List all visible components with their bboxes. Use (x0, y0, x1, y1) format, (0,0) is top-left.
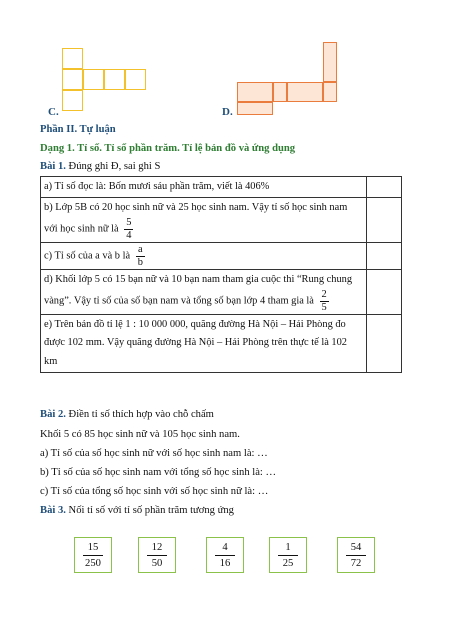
net-square (62, 90, 83, 111)
fraction-num: 54 (350, 541, 362, 553)
bai1-instruction: Đúng ghi Đ, sai ghi S (65, 161, 161, 172)
option-d-label: D. (222, 106, 233, 118)
bai2-label: Bài 2. (40, 409, 66, 420)
row-e-line2: được 102 mm. Vậy quãng đường Hà Nội – Hải Phòng trên thực tế là 102 (44, 337, 347, 349)
fraction-den: 50 (151, 557, 163, 569)
net-square (237, 102, 273, 115)
true-false-table (40, 176, 402, 373)
bai2-item-a: a) Tỉ số của số học sinh nữ với số học sinh nam là: … (40, 448, 268, 459)
net-square (104, 69, 125, 90)
net-square (62, 69, 83, 90)
bai2-heading (40, 409, 214, 420)
net-square (323, 42, 337, 82)
net-square (273, 82, 287, 102)
net-square (287, 82, 323, 102)
answer-cell-c[interactable] (367, 243, 402, 270)
table-row (41, 270, 402, 315)
row-a-statement: a) Tỉ số đọc là: Bốn mươi sáu phần trăm, viết là 406% (44, 181, 270, 192)
fraction-num: 1 (285, 541, 291, 553)
row-b-line1: b) Lớp 5B có 20 học sinh nữ và 25 học sinh nam. Vậy tỉ số học sinh nam (44, 202, 348, 214)
row-b-text2: với học sinh nữ là (44, 223, 119, 235)
table-row (41, 243, 402, 270)
row-d-text (41, 270, 367, 315)
bai2-intro: Khối 5 có 85 học sinh nữ và 105 học sinh nam. (40, 429, 240, 440)
fraction-num: 15 (87, 541, 99, 553)
fraction-den: 25 (282, 557, 294, 569)
option-c-label: C. (48, 106, 59, 118)
bai2-instruction: Điền tỉ số thích hợp vào chỗ chấm (65, 409, 214, 420)
fraction-den: 72 (350, 557, 362, 569)
row-d-line2 (44, 289, 363, 313)
fraction-box[interactable] (269, 537, 307, 573)
fraction-box[interactable] (206, 537, 244, 573)
section-title: Phần II. Tự luận (40, 124, 116, 135)
bai1-heading (40, 161, 160, 172)
net-square (237, 82, 273, 102)
row-c-statement: c) Tỉ số của a và b là (44, 250, 131, 262)
topic-title: Dạng 1. Tỉ số. Tỉ số phần trăm. Tỉ lệ bản đồ và ứng dụng (40, 143, 296, 154)
row-b-text (41, 198, 367, 243)
fraction-c (136, 244, 145, 268)
fraction-den: 5 (321, 301, 327, 313)
row-e-line1: e) Trên bản đồ tỉ lệ 1 : 10 000 000, quãng đường Hà Nội – Hải Phòng đo (44, 319, 346, 331)
bai1-label: Bài 1. (40, 161, 66, 172)
fraction-num: 12 (151, 541, 163, 553)
fraction-b (124, 217, 133, 241)
answer-cell-a[interactable] (367, 177, 402, 198)
row-c-text (41, 243, 367, 270)
row-e-text (41, 315, 367, 373)
table-row (41, 177, 402, 198)
fraction-d (320, 289, 329, 313)
answer-cell-b[interactable] (367, 198, 402, 243)
fraction-den: 250 (85, 557, 101, 569)
fraction-den: b (137, 256, 143, 268)
row-b-line2 (44, 217, 363, 241)
row-d-text2: vàng”. Vậy tỉ số của số bạn nam và tổng số bạn lớp 4 tham gia là (44, 295, 314, 307)
row-e-line3: km (44, 355, 58, 367)
bai3-instruction: Nối tỉ số với tỉ số phần trăm tương ứng (65, 505, 234, 516)
table-row (41, 198, 402, 243)
answer-cell-d[interactable] (367, 270, 402, 315)
bai3-heading (40, 505, 234, 516)
fraction-den: 4 (126, 229, 132, 241)
fraction-box[interactable] (74, 537, 112, 573)
fraction-box[interactable] (138, 537, 176, 573)
net-square (125, 69, 146, 90)
fraction-box[interactable] (337, 537, 375, 573)
bai2-item-c: c) Tỉ số của tổng số học sinh với số học sinh nữ là: … (40, 486, 269, 497)
row-d-line1: d) Khối lớp 5 có 15 bạn nữ và 10 bạn nam tham gia cuộc thi “Rung chung (44, 274, 353, 286)
fraction-num: 5 (126, 217, 132, 229)
net-square (323, 82, 337, 102)
fraction-num: 2 (321, 289, 327, 301)
bai2-item-b: b) Tỉ số của số học sinh nam với tổng số học sinh là: … (40, 467, 277, 478)
net-square (83, 69, 104, 90)
fraction-num: a (137, 244, 143, 256)
row-a-text (41, 177, 367, 198)
net-square (62, 48, 83, 69)
fraction-num: 4 (222, 541, 228, 553)
bai3-label: Bài 3. (40, 505, 66, 516)
table-row (41, 315, 402, 373)
answer-cell-e[interactable] (367, 315, 402, 373)
fraction-den: 16 (219, 557, 231, 569)
